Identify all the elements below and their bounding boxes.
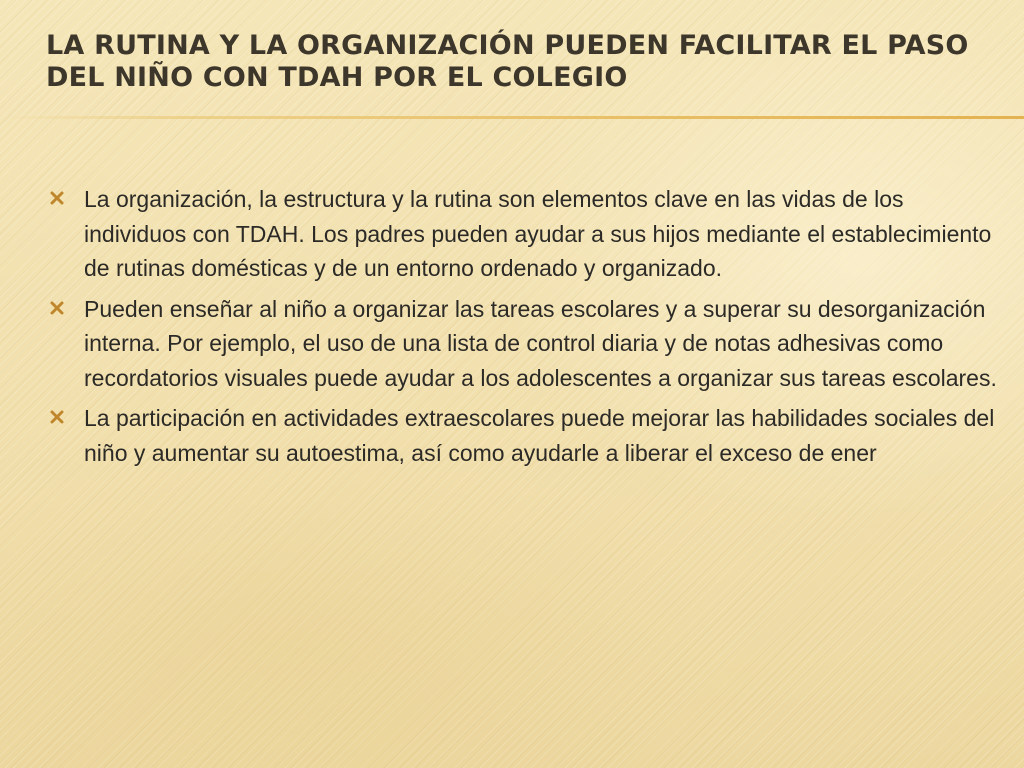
bullet-text: La organización, la estructura y la rutina son elementos clave en las vidas de los individuos con TDAH. Los padres pueden ayudar a sus hijos mediante el establecimiento de rutinas domésticas y de un entorno ordenado y organizado. [84, 186, 992, 281]
bullet-item [48, 182, 998, 286]
x-bullet-icon [50, 410, 64, 424]
bullet-item [48, 401, 998, 470]
bullet-text: Pueden enseñar al niño a organizar las tareas escolares y a superar su desorganización interna. Por ejemplo, el uso de una lista de control diaria y de notas adhesivas como recordatorios visuales puede ayudar a los adolescentes a organizar sus tareas escolares. [84, 295, 997, 391]
bullet-list [48, 182, 998, 476]
bullet-item [48, 292, 998, 396]
bullet-text: La participación en actividades extraescolares puede mejorar las habilidades sociales del niño y aumentar su autoestima, así como ayudarle a liberar el exceso de ener [84, 405, 995, 466]
x-bullet-icon [50, 301, 64, 315]
x-bullet-icon [50, 191, 64, 205]
title-divider [0, 116, 1024, 119]
slide-title: LA RUTINA Y LA ORGANIZACIÓN PUEDEN FACILITAR EL PASO DEL NIÑO CON TDAH POR EL COLEGIO [46, 30, 969, 93]
